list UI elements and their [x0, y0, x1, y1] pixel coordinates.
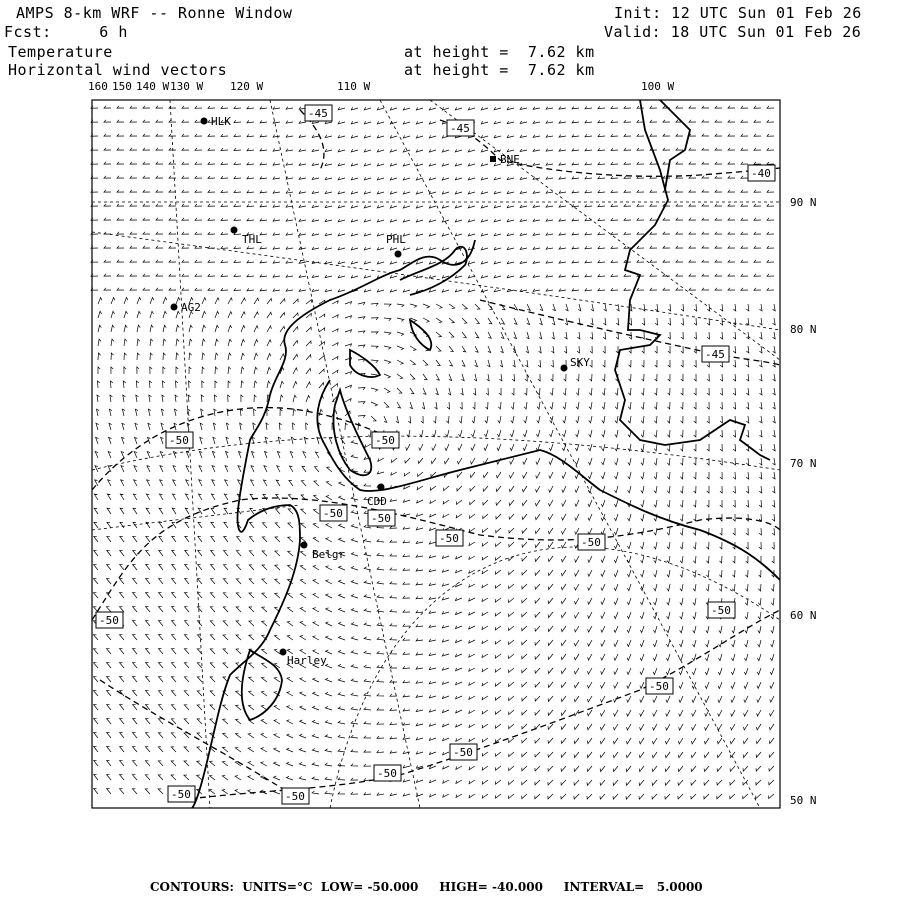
- init-time: Init: 12 UTC Sun 01 Feb 26: [614, 4, 862, 22]
- station-label: SKY: [570, 356, 590, 369]
- station-marker: [490, 156, 496, 162]
- stations: [171, 115, 591, 667]
- lat-label: 80 N: [790, 323, 817, 336]
- lat-label: 90 N: [790, 196, 817, 209]
- contour-label: -50: [323, 507, 343, 520]
- coastline-inland: [317, 380, 780, 580]
- lat-label: 50 N: [790, 794, 817, 807]
- station-marker: [231, 227, 238, 234]
- station-marker: [561, 365, 568, 372]
- contour-label: -50: [377, 767, 397, 780]
- lon-label: 110 W: [337, 80, 371, 93]
- station-marker: [301, 542, 308, 549]
- lon-label: 140 W: [136, 80, 170, 93]
- station-label: PHL: [386, 233, 406, 246]
- coastline-islet: [410, 320, 431, 350]
- contour-label: -45: [705, 348, 725, 361]
- contour-label: -40: [751, 167, 771, 180]
- map-title: AMPS 8-km WRF -- Ronne Window: [16, 4, 293, 22]
- station-label: HLK: [211, 115, 231, 128]
- contour-labels: [96, 105, 775, 804]
- contour-line: [92, 498, 780, 620]
- contour-label: -50: [99, 614, 119, 627]
- station-marker: [395, 251, 402, 258]
- latitude-line-70: [92, 436, 780, 470]
- station-label: THL: [242, 233, 262, 246]
- lon-label: 100 W: [641, 80, 675, 93]
- contour-line: [92, 408, 400, 490]
- coastline-ice-shelf: [192, 240, 475, 808]
- lon-label: 120 W: [230, 80, 264, 93]
- contour-label: -50: [171, 788, 191, 801]
- valid-time: Valid: 18 UTC Sun 01 Feb 26: [604, 23, 862, 41]
- station-label: Harley: [287, 654, 327, 667]
- contour-line: [440, 120, 780, 176]
- variable-temperature: Temperature: [8, 43, 113, 61]
- station-marker: [378, 484, 385, 491]
- wind-vector-field: [91, 106, 775, 799]
- lat-label: 60 N: [790, 609, 817, 622]
- height-temperature: at height = 7.62 km: [404, 43, 595, 61]
- temperature-contours: [92, 110, 780, 800]
- contour-label: -45: [308, 107, 328, 120]
- station-marker: [280, 649, 287, 656]
- lon-label: 150: [112, 80, 132, 93]
- longitude-labels: [88, 80, 674, 93]
- coastline-peninsula: [615, 100, 770, 460]
- coastline-island-south: [242, 650, 282, 720]
- height-wind: at height = 7.62 km: [404, 61, 595, 79]
- variable-wind: Horizontal wind vectors: [8, 61, 228, 79]
- contour-label: -50: [285, 790, 305, 803]
- station-label: BNE: [500, 153, 520, 166]
- contour-line: [180, 610, 780, 800]
- station-label: AG2: [181, 301, 201, 314]
- contour-label: -45: [450, 122, 470, 135]
- coastline-islet: [350, 350, 380, 377]
- contour-label: -50: [453, 746, 473, 759]
- station-label: Belgr: [312, 548, 346, 561]
- contour-label: -50: [371, 512, 391, 525]
- contour-label: -50: [375, 434, 395, 447]
- contour-legend: CONTOURS: UNITS=°C LOW= -50.000 HIGH= -40.000 INTERVAL= 5.0000: [150, 880, 703, 894]
- latitude-labels: [790, 196, 817, 807]
- contour-label: -50: [439, 532, 459, 545]
- station-marker: [171, 304, 178, 311]
- station-marker: [201, 118, 208, 125]
- contour-label: -50: [581, 536, 601, 549]
- forecast-hour: Fcst: 6 h: [4, 23, 128, 41]
- contour-line: [100, 680, 300, 800]
- coastline-island: [333, 390, 371, 475]
- contour-label: -50: [169, 434, 189, 447]
- lon-label: 130 W: [170, 80, 204, 93]
- contour-label: -50: [711, 604, 731, 617]
- coastline-bay: [400, 247, 467, 295]
- station-label: CDD: [367, 495, 387, 508]
- wind-barbs: [91, 106, 775, 799]
- lon-label: 160: [88, 80, 108, 93]
- longitude-line-100: [430, 100, 780, 360]
- lat-label: 70 N: [790, 457, 817, 470]
- contour-label: -50: [649, 680, 669, 693]
